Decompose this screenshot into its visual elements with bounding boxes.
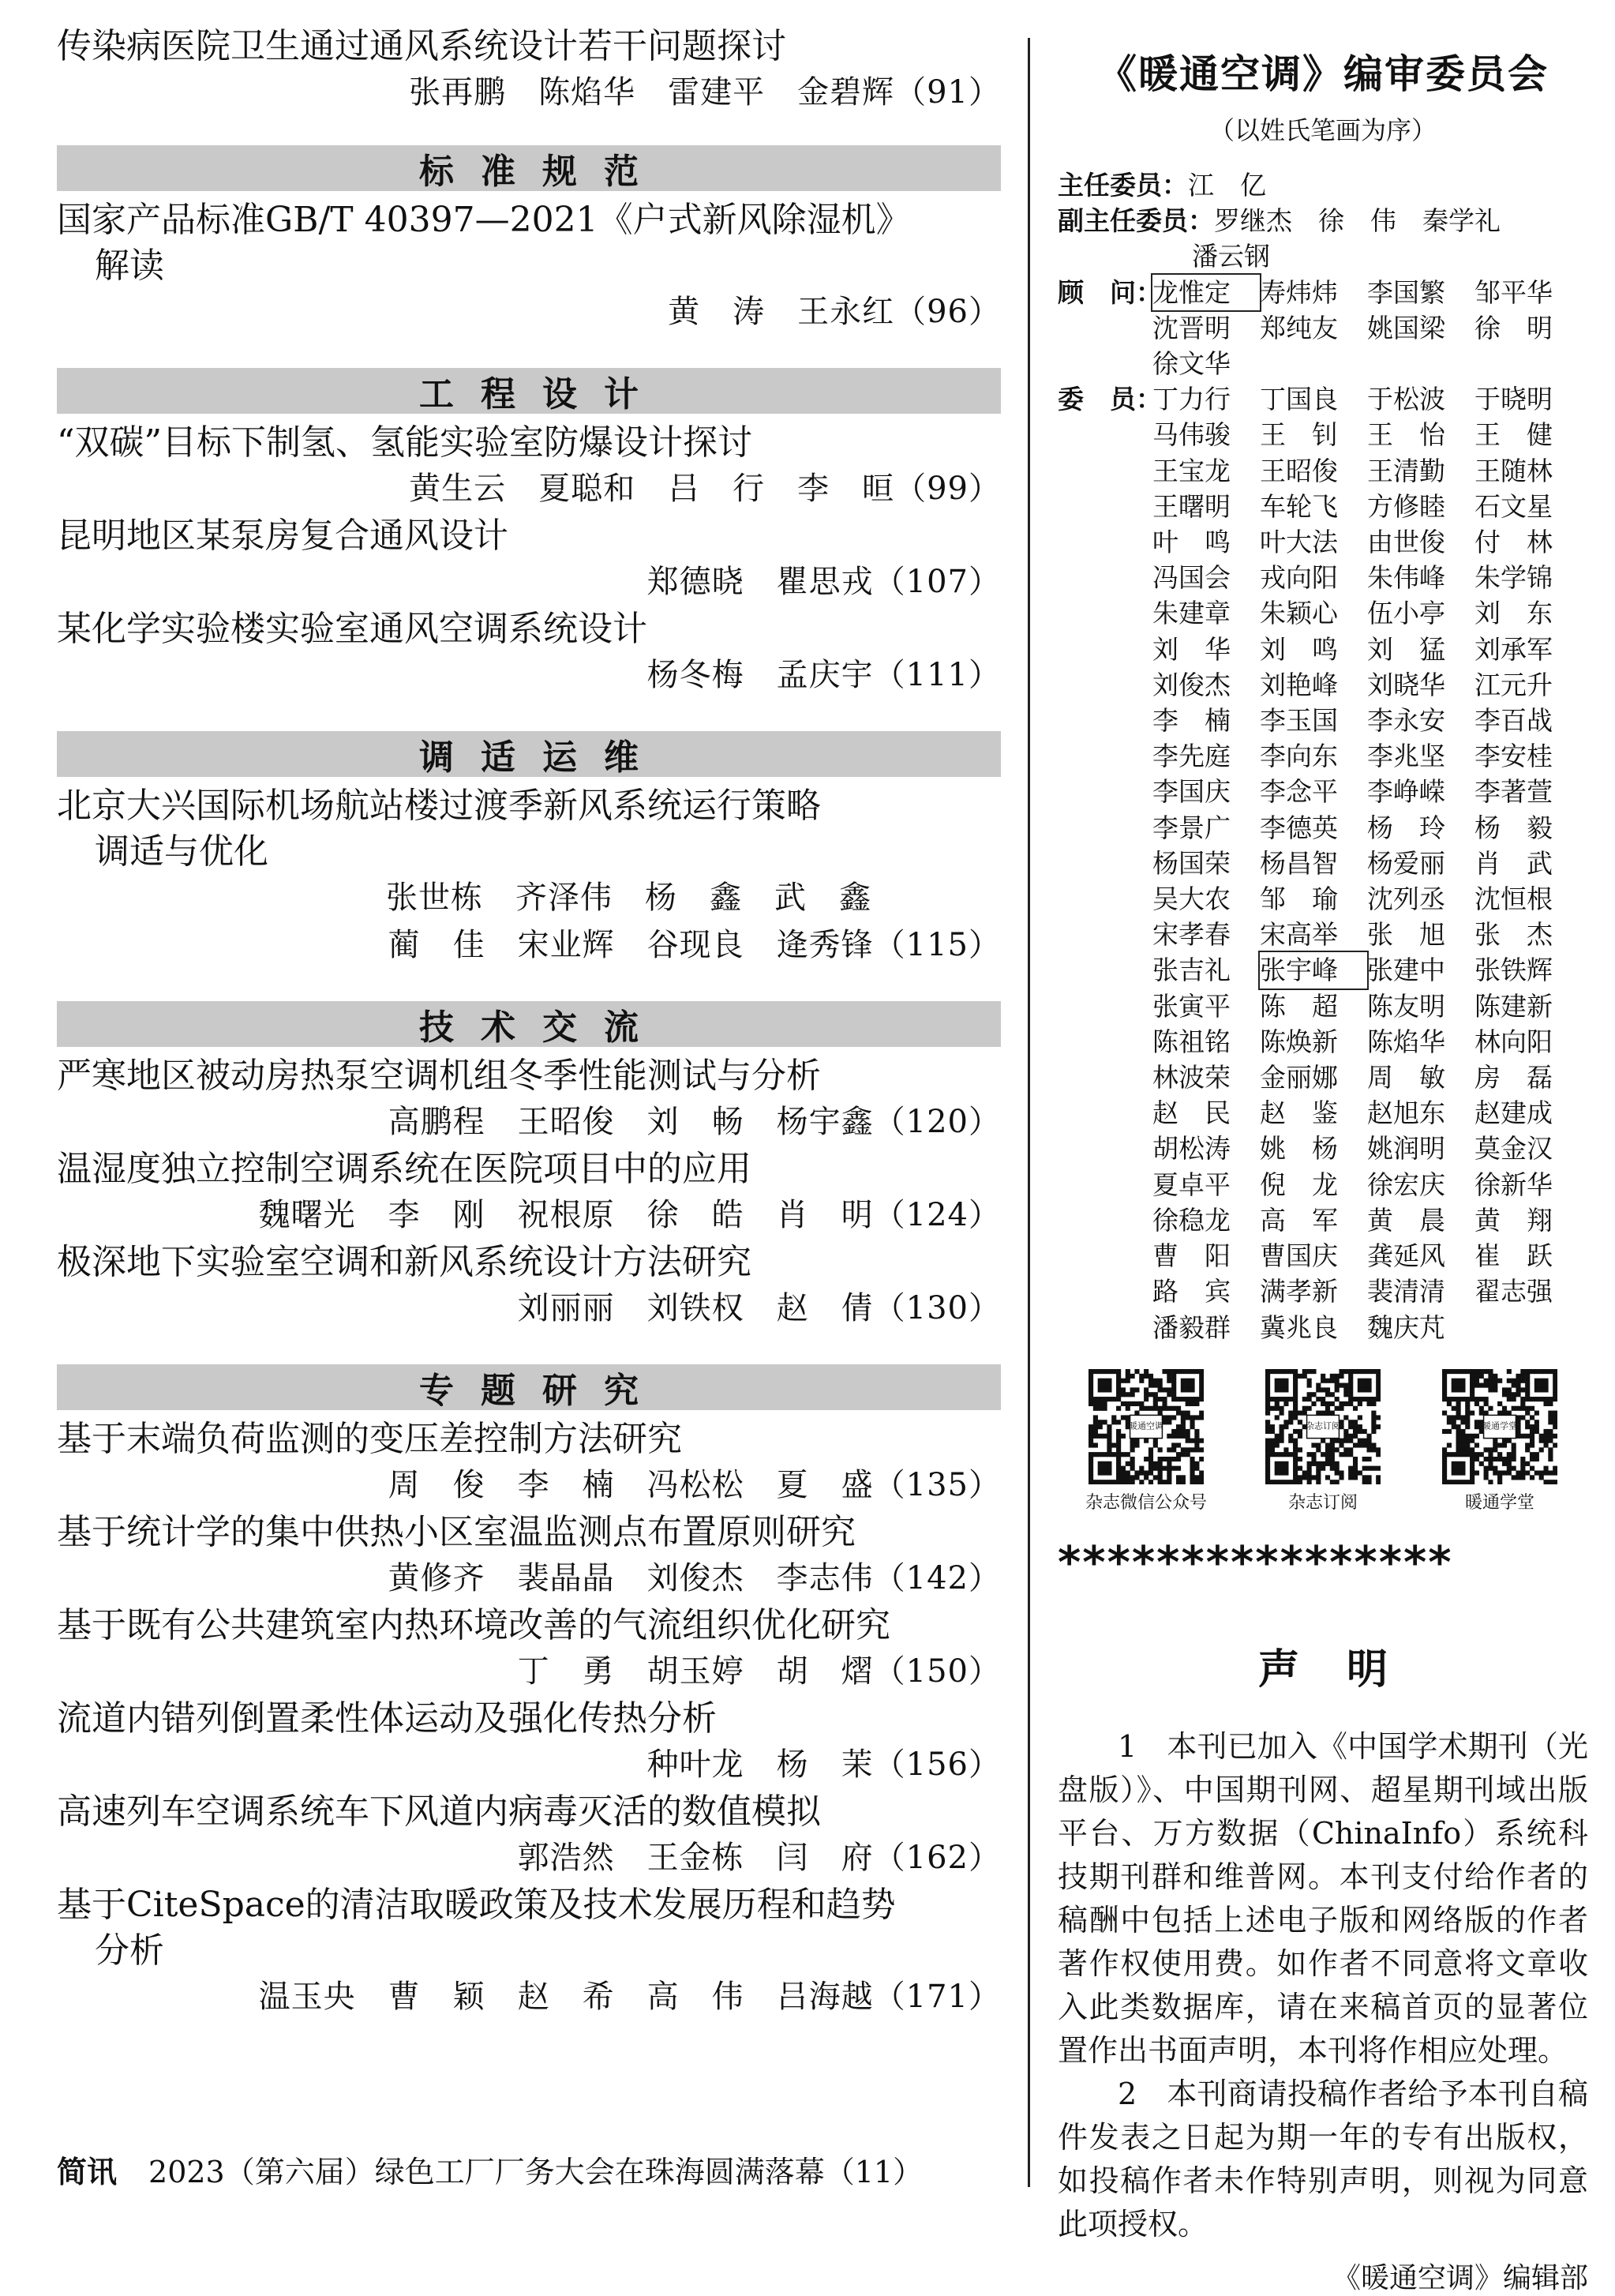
article-title[interactable]: [57, 1696, 1001, 1742]
article-authors: 刘丽丽 刘铁权 赵 倩（130）: [517, 1290, 1001, 1326]
committee-name: 赵建成: [1474, 1097, 1553, 1129]
advisors-label: 顾 问：: [1058, 276, 1162, 308]
declaration-title: 声明: [1257, 1645, 1435, 1694]
spacer: [1058, 238, 1192, 274]
qr-code-row: [1058, 1369, 1588, 1514]
brief-label: 简讯: [57, 2155, 118, 2189]
committee-name: 车轮飞: [1260, 490, 1338, 522]
committee-name: 张 杰: [1474, 919, 1553, 951]
advisors-grid: [1152, 275, 1582, 382]
committee-name: 杨昌智: [1260, 847, 1338, 879]
committee-name: 房 磊: [1474, 1062, 1553, 1094]
article-title[interactable]: [57, 1882, 1001, 1974]
article-title-line: 温湿度独立控制空调系统在医院项目中的应用: [57, 1149, 751, 1189]
members-grid: [1152, 381, 1582, 1345]
svg-text:杂志订阅: 杂志订阅: [1306, 1420, 1340, 1431]
committee-name: 徐新华: [1474, 1169, 1553, 1200]
vice-names-2: 潘云钢: [1192, 241, 1270, 272]
committee-name: 朱颖心: [1260, 598, 1338, 629]
committee-name: 王清勤: [1367, 455, 1445, 486]
committee-name: 赵 鉴: [1260, 1097, 1338, 1129]
article-authors: 张世栋 齐泽伟 杨 鑫 武 鑫: [386, 880, 1001, 916]
committee-name: 黄 晨: [1367, 1204, 1445, 1236]
committee-name: 张吉礼: [1152, 955, 1231, 986]
committee-name: 李峥嵘: [1367, 776, 1445, 808]
committee-name: 魏庆芃: [1367, 1311, 1445, 1343]
committee-name: 沈列丞: [1367, 884, 1445, 915]
article-title[interactable]: [57, 1053, 1001, 1099]
section-header: [57, 731, 1001, 777]
section-header: [57, 1001, 1001, 1047]
committee-name: 龚延风: [1367, 1240, 1445, 1272]
declaration-body: [1058, 1725, 1588, 2246]
committee-name: 杨国荣: [1152, 847, 1231, 879]
advisors-row: [1058, 275, 1588, 382]
director-label: 主任委员：: [1058, 170, 1188, 201]
committee-name: 朱建章: [1152, 598, 1231, 629]
article-authors: 高鹏程 王昭俊 刘 畅 杨宇鑫（120）: [388, 1104, 1001, 1140]
committee-name: 陈焕新: [1260, 1026, 1338, 1057]
article-authors: 郭浩然 王金栋 闫 府（162）: [517, 1840, 1001, 1876]
committee-name: 崔 跃: [1474, 1240, 1553, 1272]
committee-name: 吴大农: [1152, 884, 1231, 915]
committee-name: 周 敏: [1367, 1062, 1445, 1094]
section-header: [57, 145, 1001, 191]
committee-name: 冯国会: [1152, 562, 1231, 594]
committee-name: 沈晋明: [1152, 312, 1231, 343]
article-title-line: 基于统计学的集中供热小区室温监测点布置原则研究: [57, 1512, 856, 1552]
committee-name: 张宇峰: [1260, 952, 1367, 988]
committee-name: 石文星: [1474, 490, 1553, 522]
declaration-signature: 《暖通空调》编辑部: [1332, 2261, 1588, 2294]
article-title[interactable]: [57, 1240, 1001, 1285]
committee-name: 江元升: [1474, 669, 1553, 700]
committee-name: 杨 玲: [1367, 812, 1445, 843]
article-title-line: 调适与优化: [95, 831, 268, 872]
committee-name: 李著萱: [1474, 776, 1553, 808]
committee-name: 莫金汉: [1474, 1133, 1553, 1165]
committee-name: 李安桂: [1474, 741, 1553, 772]
brief-text[interactable]: 2023（第六届）绿色工厂厂务大会在珠海圆满落幕（11）: [148, 2155, 924, 2189]
article-title[interactable]: [57, 1789, 1001, 1835]
committee-name: 刘 东: [1474, 598, 1553, 629]
article-title[interactable]: [57, 420, 1001, 466]
board-subtitle: （以姓氏笔画为序）: [1208, 115, 1437, 145]
committee-name: 金丽娜: [1260, 1062, 1338, 1094]
committee-name: 徐宏庆: [1367, 1169, 1445, 1200]
section-header: [57, 1364, 1001, 1410]
committee-name: 倪 龙: [1260, 1169, 1338, 1200]
committee-name: 翟志强: [1474, 1276, 1553, 1307]
committee-name: 叶大法: [1260, 527, 1338, 558]
committee-name: 戎向阳: [1260, 562, 1338, 594]
committee-name: 龙惟定: [1152, 275, 1260, 310]
committee-name: 杨爱丽: [1367, 847, 1445, 879]
committee-name: 王昭俊: [1260, 455, 1338, 486]
committee-name: 张寅平: [1152, 990, 1231, 1022]
article-title-line: 传染病医院卫生通过通风系统设计若干问题探讨: [57, 26, 786, 66]
committee-name: 姚国梁: [1367, 312, 1445, 343]
qr-code-icon[interactable]: [1079, 1369, 1213, 1484]
article-title-line: 高速列车空调系统车下风道内病毒灭活的数值模拟: [57, 1791, 821, 1832]
members-row: [1058, 381, 1588, 1345]
committee-name: 李德英: [1260, 812, 1338, 843]
article-title-line: “双碳”目标下制氢、氢能实验室防爆设计探讨: [57, 422, 752, 463]
declaration-paragraph: 2 本刊商请投稿作者给予本刊自稿件发表之日起为期一年的专有出版权，如投稿作者未作特别声明，则视为同意此项授权。: [1058, 2076, 1588, 2242]
right-column: [1058, 43, 1588, 2296]
director-name: 江 亿: [1188, 170, 1266, 201]
committee-name: 方修睦: [1367, 490, 1445, 522]
committee-name: 王宝龙: [1152, 455, 1231, 486]
committee-name: 李国繁: [1367, 276, 1445, 308]
qr-code-icon[interactable]: [1433, 1369, 1567, 1484]
committee-name: 李先庭: [1152, 741, 1231, 772]
members-label: 委 员：: [1058, 384, 1162, 415]
qr-caption: 杂志微信公众号: [1085, 1492, 1207, 1513]
article-authors: 张再鹏 陈焰华 雷建平 金碧辉（91）: [409, 74, 1001, 111]
qr-code[interactable]: [1079, 1369, 1213, 1514]
committee-name: 裴清清: [1367, 1276, 1445, 1307]
vice-row-2: [1058, 238, 1588, 274]
article-title-line: 昆明地区某泵房复合通风设计: [57, 516, 508, 556]
committee-name: 林波荣: [1152, 1062, 1231, 1094]
article-title-line: 某化学实验楼实验室通风空调系统设计: [57, 609, 647, 649]
committee-name: 沈恒根: [1474, 884, 1553, 915]
committee-name: 冀兆良: [1260, 1311, 1338, 1343]
committee-name: 黄 翔: [1474, 1204, 1553, 1236]
article-authors: 周 俊 李 楠 冯松松 夏 盛（135）: [388, 1467, 1001, 1503]
committee-name: 陈焰华: [1367, 1026, 1445, 1057]
committee-name: 由世俊: [1367, 527, 1445, 558]
article-title[interactable]: [57, 1146, 1001, 1192]
committee-name: 朱伟峰: [1367, 562, 1445, 594]
qr-caption: 暖通学堂: [1464, 1492, 1534, 1513]
committee-name: 刘 猛: [1367, 633, 1445, 665]
committee-name: 赵旭东: [1367, 1097, 1445, 1129]
committee-name: 王曙明: [1152, 490, 1231, 522]
vice-names: 罗继杰 徐 伟 秦学礼: [1214, 205, 1501, 237]
section-title: 技术交流: [419, 1007, 665, 1048]
declaration-paragraph: 1 本刊已加入《中国学术期刊（光盘版）》、中国期刊网、超星期刊域出版平台、万方数据（ChinaInfo）系统科技期刊群和维普网。本刊支付给作者的稿酬中包括上述电子版和网络版的作者著作权使用费。如作者不同意将文章收入此类数据库，请在来稿首页的显著位置作出书面声明，本刊将作相应处理。: [1058, 1728, 1588, 2068]
article-title-line: 基于CiteSpace的清洁取暖政策及技术发展历程和趋势: [57, 1885, 896, 1925]
committee-name: 陈建新: [1474, 990, 1553, 1022]
committee-name: 李百战: [1474, 705, 1553, 737]
committee-name: 刘 鸣: [1260, 633, 1338, 665]
committee-name: 肖 武: [1474, 847, 1553, 879]
committee-name: 赵 民: [1152, 1097, 1231, 1129]
article-title-line: 北京大兴国际机场航站楼过渡季新风系统运行策略: [57, 786, 821, 826]
article-authors: 杨冬梅 孟庆宇（111）: [646, 657, 1001, 693]
committee-name: 杨 毅: [1474, 812, 1553, 843]
committee-name: 刘承军: [1474, 633, 1553, 665]
committee-name: 丁力行: [1152, 384, 1231, 415]
article-title-line: 基于末端负荷监测的变压差控制方法研究: [57, 1419, 682, 1459]
committee-name: 胡松涛: [1152, 1133, 1231, 1165]
star-divider: ****************: [1058, 1536, 1453, 1589]
article-authors: 种叶龙 杨 茉（156）: [646, 1746, 1001, 1783]
committee-name: 邹平华: [1474, 276, 1553, 308]
committee-name: 刘晓华: [1367, 669, 1445, 700]
section-title: 工程设计: [419, 374, 665, 415]
committee-name: 陈友明: [1367, 990, 1445, 1022]
committee-name: 潘毅群: [1152, 1311, 1231, 1343]
committee-name: 张建中: [1367, 955, 1445, 986]
table-of-contents: [57, 24, 1001, 2021]
qr-code[interactable]: [1256, 1369, 1390, 1514]
article-authors: 蔺 佳 宋业辉 谷现良 逄秀锋（115）: [388, 927, 1001, 963]
qr-caption: 杂志订阅: [1287, 1492, 1358, 1513]
committee-name: 马伟骏: [1152, 419, 1231, 451]
committee-name: 李景广: [1152, 812, 1231, 843]
brief-news: [57, 2148, 923, 2191]
section-header: [57, 368, 1001, 414]
committee-name: 叶 鸣: [1152, 527, 1231, 558]
qr-code-icon[interactable]: [1256, 1369, 1390, 1484]
committee-name: 李向东: [1260, 741, 1338, 772]
article-title[interactable]: [57, 513, 1001, 559]
committee-name: 刘艳峰: [1260, 669, 1338, 700]
committee-name: 陈祖铭: [1152, 1026, 1231, 1057]
committee-name: 徐文华: [1152, 348, 1231, 380]
committee-name: 高 军: [1260, 1204, 1338, 1236]
column-divider: [1028, 38, 1030, 2187]
article-authors: 郑德晓 瞿思戎（107）: [646, 564, 1001, 600]
committee-name: 姚润明: [1367, 1133, 1445, 1165]
svg-text:暖通学堂: 暖通学堂: [1482, 1420, 1517, 1431]
section-title: 专题研究: [419, 1371, 665, 1411]
article-authors: 魏曙光 李 刚 祝根原 徐 皓 肖 明（124）: [258, 1197, 1001, 1233]
article-title-line: 解读: [95, 246, 164, 286]
committee-name: 刘 华: [1152, 633, 1231, 665]
committee-name: 曹国庆: [1260, 1240, 1338, 1272]
committee-name: 徐 明: [1474, 312, 1553, 343]
committee-name: 朱学锦: [1474, 562, 1553, 594]
vice-label: 副主任委员：: [1058, 205, 1214, 237]
article-title[interactable]: [57, 24, 1001, 69]
committee-name: 刘俊杰: [1152, 669, 1231, 700]
article-title[interactable]: [57, 783, 1001, 875]
article-title-line: 国家产品标准GB/T 40397—2021《户式新风除湿机》: [57, 200, 911, 240]
section-title: 标准规范: [419, 152, 665, 192]
committee-name: 李念平: [1260, 776, 1338, 808]
committee-name: 王随林: [1474, 455, 1553, 486]
committee-name: 王 健: [1474, 419, 1553, 451]
committee-name: 付 林: [1474, 527, 1553, 558]
committee-name: 李玉国: [1260, 705, 1338, 737]
committee-name: 李国庆: [1152, 776, 1231, 808]
committee-name: 夏卓平: [1152, 1169, 1231, 1200]
article-authors: 黄修齐 裴晶晶 刘俊杰 李志伟（142）: [388, 1560, 1001, 1596]
article-title[interactable]: [57, 197, 1001, 289]
article-authors: 温玉央 曹 颖 赵 希 高 伟 吕海越（171）: [258, 1979, 1001, 2015]
article-authors: 黄 涛 王永红（96）: [668, 294, 1001, 330]
committee-name: 张 旭: [1367, 919, 1445, 951]
committee-name: 伍小亭: [1367, 598, 1445, 629]
committee-name: 丁国良: [1260, 384, 1338, 415]
committee-name: 李永安: [1367, 705, 1445, 737]
committee-name: 李兆坚: [1367, 741, 1445, 772]
committee-name: 徐稳龙: [1152, 1204, 1231, 1236]
article-title[interactable]: [57, 1603, 1001, 1649]
committee-name: 满孝新: [1260, 1276, 1338, 1307]
committee-name: 林向阳: [1474, 1026, 1553, 1057]
vice-row: [1058, 203, 1588, 238]
article-title-line: 基于既有公共建筑室内热环境改善的气流组织优化研究: [57, 1605, 890, 1645]
committee-name: 寿炜炜: [1260, 276, 1338, 308]
article-title[interactable]: [57, 1416, 1001, 1462]
section-title: 调适运维: [419, 737, 665, 778]
article-title-line: 流道内错列倒置柔性体运动及强化传热分析: [57, 1698, 717, 1739]
committee-name: 陈 超: [1260, 990, 1338, 1022]
committee-name: 王 钊: [1260, 419, 1338, 451]
board-title: 《暖通空调》编审委员会: [1097, 51, 1549, 97]
committee-name: 邹 瑜: [1260, 884, 1338, 915]
article-title[interactable]: [57, 606, 1001, 652]
article-title-line: 极深地下实验室空调和新风系统设计方法研究: [57, 1242, 751, 1282]
article-authors: 黄生云 夏聪和 吕 行 李 晅（99）: [409, 471, 1001, 507]
committee-name: 姚 杨: [1260, 1133, 1338, 1165]
svg-text:暖通空调: 暖通空调: [1129, 1420, 1163, 1431]
committee-name: 张铁辉: [1474, 955, 1553, 986]
article-title-line: 严寒地区被动房热泵空调机组冬季性能测试与分析: [57, 1056, 821, 1096]
committee-name: 于晓明: [1474, 384, 1553, 415]
qr-code[interactable]: [1433, 1369, 1567, 1514]
committee-name: 李 楠: [1152, 705, 1231, 737]
committee-name: 郑纯友: [1260, 312, 1338, 343]
committee-name: 曹 阳: [1152, 1240, 1231, 1272]
article-title[interactable]: [57, 1510, 1001, 1555]
committee-name: 于松波: [1367, 384, 1445, 415]
committee-name: 路 宾: [1152, 1276, 1231, 1307]
committee-name: 宋高举: [1260, 919, 1338, 951]
article-authors: 丁 勇 胡玉婷 胡 熠（150）: [517, 1653, 1001, 1690]
committee-name: 宋孝春: [1152, 919, 1231, 951]
committee-name: 王 怡: [1367, 419, 1445, 451]
director-row: [1058, 167, 1588, 203]
article-title-line: 分析: [95, 1930, 164, 1971]
